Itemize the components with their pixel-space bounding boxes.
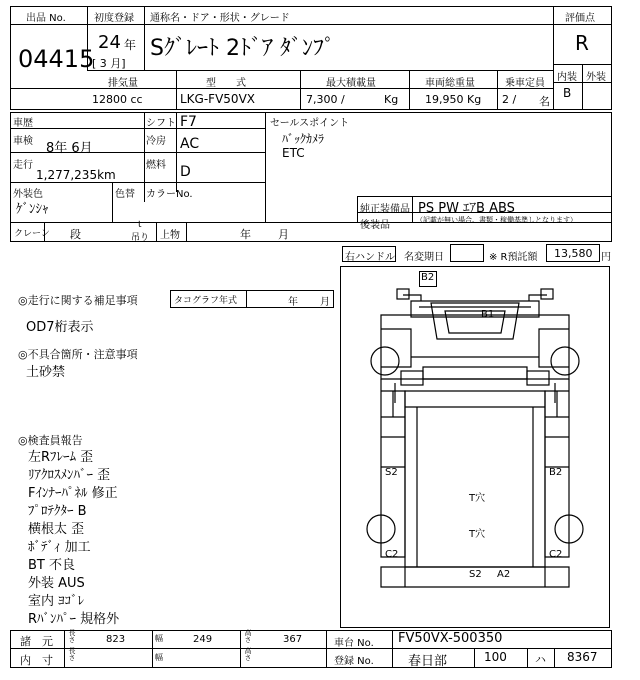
inner-dims-label: 内 寸 [20, 654, 53, 667]
equipment-value: PS PW ｴｱB ABS [418, 201, 515, 216]
t-hole-1-label: T穴 [469, 493, 486, 504]
c2-left-label: C2 [385, 549, 399, 560]
gross-weight-value: 19,950 Kg [425, 93, 482, 106]
crane-hoist: 吊り [131, 233, 150, 243]
inspector-item: Rﾊﾞﾝﾊﾟｰ 規格外 [28, 612, 120, 627]
reg-year: 24 [98, 32, 121, 53]
recycle-value: 13,580 [554, 247, 593, 260]
tacho-year: 年 [288, 297, 298, 308]
model-label: 型 式 [206, 78, 246, 89]
sales-point-1: ﾊﾞｯｸｶﾒﾗ [282, 132, 325, 146]
aftermarket-note: （記載が無い場合、書類・稼働基準しとなります） [416, 216, 577, 224]
sales-point-2: ETC [282, 146, 305, 160]
shift-label: シフト [146, 118, 176, 129]
t-hole-2-label: T穴 [469, 529, 486, 540]
reg-number: 8367 [567, 650, 598, 664]
ac-label: 冷房 [146, 136, 166, 147]
length-label: 長さ [68, 629, 76, 643]
ext-color-label: 外装色 [13, 189, 43, 200]
interior-grade: B [563, 86, 572, 100]
dims-label: 諸 元 [20, 635, 53, 648]
capacity-label: 乗車定員 [505, 78, 545, 89]
color-no-label: カラーNo. [146, 189, 193, 200]
ext-color-value: ｹﾞﾝｼｬ [16, 202, 49, 217]
lot-label: 出品 No. [26, 13, 66, 24]
b2-top-label: B2 [421, 272, 435, 283]
chassis-label: 車台 No. [334, 638, 374, 649]
model-value: LKG-FV50VX [180, 92, 255, 106]
shift-value: F7 [180, 114, 197, 130]
inspector-title: ◎検査員報告 [18, 434, 83, 447]
height-label: 高さ [244, 629, 252, 643]
recycle-label: ※ R預託額 [489, 252, 538, 263]
reg-month: [ 3 月] [92, 57, 126, 70]
upper-year: 年 [240, 228, 251, 241]
width-value: 249 [193, 634, 213, 645]
tacho-month: 月 [320, 297, 330, 308]
chassis-value: FV50VX-500350 [398, 631, 503, 646]
driving-title: ◎走行に関する補足事項 [18, 294, 138, 307]
crane-label: クレーン [14, 229, 50, 239]
c2-right-label: C2 [549, 549, 563, 560]
sales-point-label: セールスポイント [270, 118, 350, 129]
s2-left-label: S2 [385, 467, 398, 478]
history-label: 車歴 [13, 118, 33, 129]
height-value: 367 [283, 634, 303, 645]
inner-width-label: 幅 [155, 653, 163, 662]
inspector-item: ﾎﾞﾃﾞｨ 加工 [28, 540, 91, 555]
displacement-value: 12800 cc [92, 93, 143, 106]
inner-height-label: 高さ [244, 647, 252, 661]
name-change-box [450, 244, 484, 262]
color-change-label: 色替 [115, 189, 135, 200]
capacity-unit: 名 [539, 95, 550, 108]
aftermarket-label: 後装品 [360, 220, 390, 231]
displacement-label: 排気量 [108, 78, 138, 89]
b2-right-label: B2 [549, 467, 563, 478]
width-label: 幅 [155, 634, 163, 643]
inspection-value: 8年 6月 [46, 141, 93, 156]
inspector-item: ﾘｱｸﾛｽﾒﾝﾊﾞｰ 歪 [28, 468, 111, 483]
fuel-value: D [180, 164, 191, 180]
max-load-unit: Kg [384, 93, 399, 106]
exterior-grade-label: 外装 [586, 72, 606, 83]
capacity-value: 2 / [502, 93, 517, 106]
s2-bottom-label: S2 [469, 569, 482, 580]
inspection-label: 車検 [13, 136, 33, 147]
reg-area: 春日部 [408, 654, 448, 669]
tacho-label: タコグラフ年式 [174, 296, 238, 306]
inspector-item: Fｲﾝﾅｰﾊﾟﾈﾙ 修正 [28, 486, 118, 501]
inspector-item: 室内 ﾖｺﾞﾚ [28, 594, 85, 609]
upper-month: 月 [278, 228, 289, 241]
inspector-list [28, 446, 119, 626]
crane-stage: 段 [70, 228, 81, 241]
name-change-label: 名変期日 [404, 252, 444, 263]
recycle-unit: 円 [601, 252, 611, 263]
reg-no-label: 登録 No. [334, 656, 374, 667]
crane-t: t [138, 220, 142, 230]
driving-note: OD7桁表示 [26, 320, 94, 335]
grade-label: 評価点 [565, 13, 595, 24]
interior-grade-label: 内装 [557, 72, 577, 83]
a2-bottom-label: A2 [497, 569, 511, 580]
ac-value: AC [180, 136, 200, 152]
vehicle-diagram [340, 266, 610, 628]
reg-kana: ハ [535, 653, 546, 666]
inner-length-label: 長さ [68, 647, 76, 661]
footer-frame [10, 630, 612, 668]
inspector-item: ﾌﾟﾛﾃｸﾀｰ B [28, 504, 87, 519]
overall-grade: R [575, 31, 589, 55]
inspector-item: 横根太 歪 [28, 522, 85, 537]
model-desc-label: 通称名・ドア・形状・グレード [150, 13, 290, 24]
max-load-label: 最大積載量 [326, 78, 376, 89]
length-value: 823 [106, 634, 126, 645]
mileage-value: 1,277,235km [36, 168, 116, 182]
fuel-label: 燃料 [146, 160, 166, 171]
equipment-label: 純正装備品 [360, 204, 410, 215]
lot-number: 04415 [18, 45, 95, 73]
car-title: Sｸﾞﾚｰﾄ 2ﾄﾞｱ ﾀﾞﾝﾌﾟ [150, 36, 335, 61]
upper-label: 上物 [160, 230, 180, 241]
right-hand-label: 右ハンドル [345, 252, 395, 263]
defects-note: 土砂禁 [26, 365, 66, 380]
b1-label: B1 [481, 309, 495, 320]
inspector-item: BT 不良 [28, 558, 75, 573]
first-reg-label: 初度登録 [94, 13, 134, 24]
inspector-item: 外装 AUS [28, 576, 85, 591]
mileage-label: 走行 [13, 160, 33, 171]
defects-title: ◎不具合箇所・注意事項 [18, 348, 138, 361]
gross-weight-label: 車両総重量 [425, 78, 475, 89]
reg-year-unit: 年 [124, 38, 137, 52]
max-load-value: 7,300 / [306, 93, 345, 106]
reg-class: 100 [484, 650, 507, 664]
inspector-item: 左Rﾌﾚｰﾑ 歪 [28, 450, 94, 465]
